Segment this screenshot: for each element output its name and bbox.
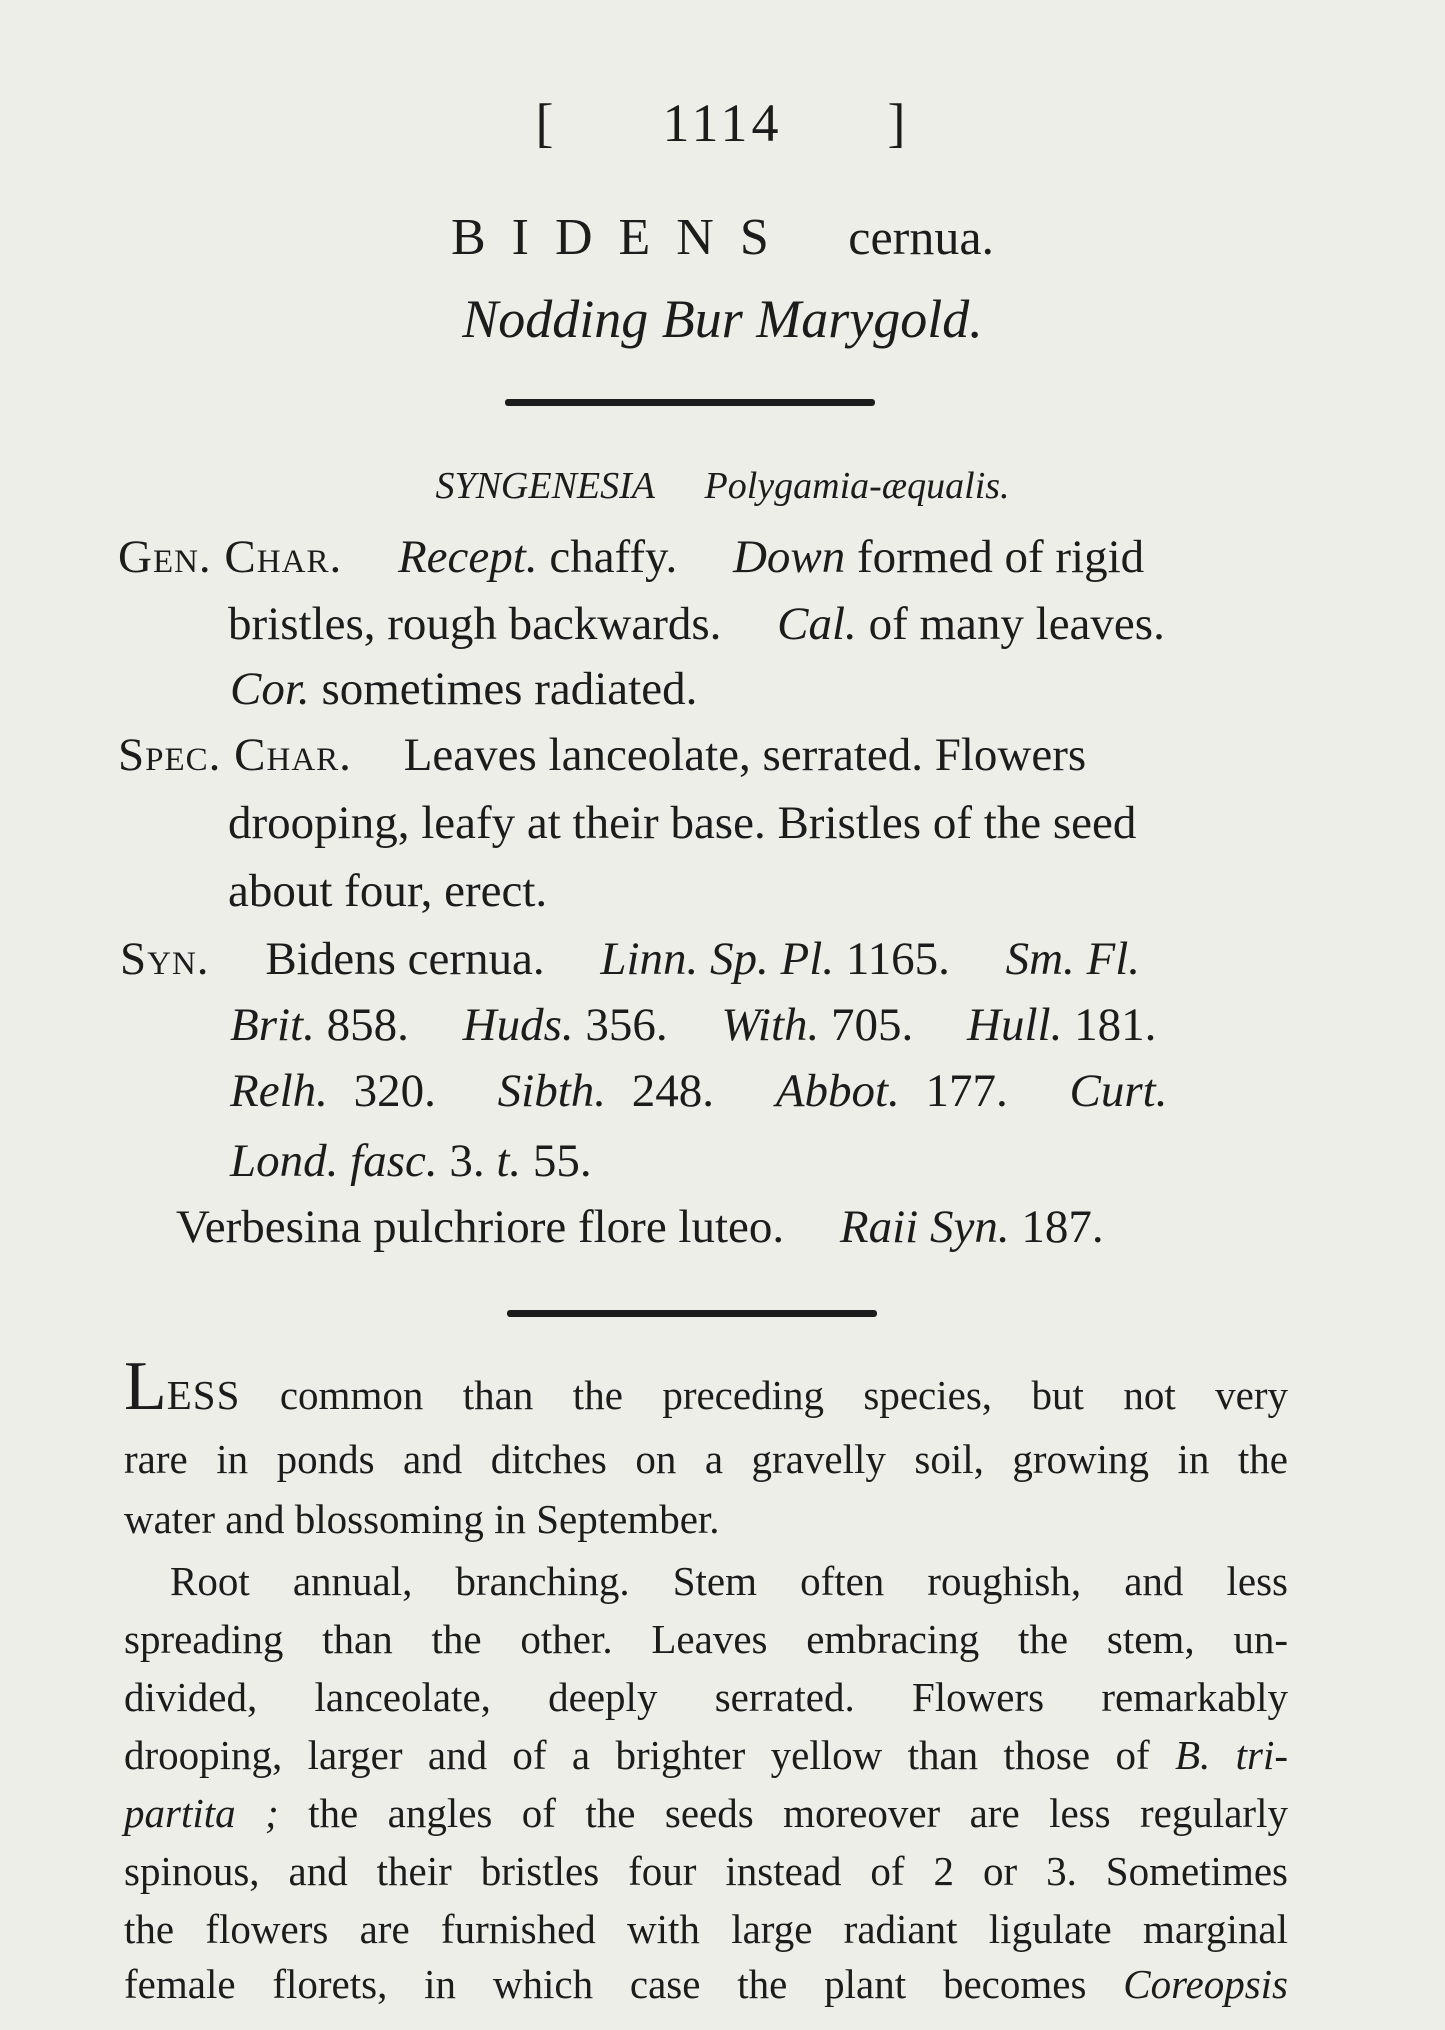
desc-p2-text-4a: drooping, larger and of a brighter yellow than those of bbox=[124, 1732, 1150, 1778]
syn-hull-num: 181. bbox=[1074, 999, 1157, 1051]
gen-char-bristles: bristles, rough backwards. bbox=[228, 598, 722, 650]
syn-line-2 bbox=[230, 998, 1156, 1052]
bracket-open: [ bbox=[535, 93, 558, 153]
drop-cap: L bbox=[124, 1348, 167, 1425]
gen-char-cal: Cal. bbox=[777, 598, 857, 650]
bracket-close: ] bbox=[887, 93, 910, 153]
syn-line-3 bbox=[230, 1064, 1168, 1118]
gen-char-line-3 bbox=[230, 662, 697, 716]
genus-name: BIDENS bbox=[450, 209, 795, 266]
syn-relh: Relh. bbox=[230, 1065, 328, 1117]
gen-char-line-2 bbox=[228, 597, 1165, 651]
syn-line-4 bbox=[230, 1134, 592, 1188]
desc-p2-text-4b: B. tri- bbox=[1174, 1732, 1288, 1778]
common-name: Nodding Bur Marygold. bbox=[462, 289, 983, 349]
syn-raii: Raii Syn. bbox=[839, 1201, 1010, 1253]
desc-p2-text-5a: partita ; bbox=[124, 1790, 279, 1836]
gen-char-cor-rest: sometimes radiated. bbox=[321, 663, 698, 715]
syn-linn-num: 1165. bbox=[845, 933, 950, 985]
gen-char-line-1 bbox=[118, 530, 1144, 584]
syn-lond-t: t. bbox=[496, 1135, 522, 1187]
syn-relh-num: 320. bbox=[353, 1065, 436, 1117]
desc-p2-text-5b: the angles of the seeds moreover are less regularly bbox=[308, 1790, 1288, 1836]
divider-middle bbox=[507, 1310, 877, 1317]
syn-lond: Lond. fasc. bbox=[230, 1135, 438, 1187]
syn-sibth-num: 248. bbox=[631, 1065, 715, 1117]
syn-sibth: Sibth. bbox=[497, 1065, 607, 1117]
desc-p1-line-1 bbox=[124, 1348, 1288, 1425]
syn-brit: Brit. bbox=[230, 999, 315, 1051]
gen-char-down-rest: formed of rigid bbox=[857, 531, 1145, 583]
syn-raii-num: 187. bbox=[1021, 1201, 1104, 1253]
spec-char-text-2: drooping, leafy at their base. Bristles of the seed bbox=[228, 797, 1137, 849]
desc-p2-text-3: divided, lanceolate, deeply serrated. Flowers remarkably bbox=[124, 1674, 1288, 1720]
syn-line-5 bbox=[176, 1200, 1104, 1254]
gen-char-cal-rest: of many leaves. bbox=[868, 598, 1165, 650]
syn-huds-num: 356. bbox=[585, 999, 668, 1051]
desc-p2-text-6: spinous, and their bristles four instead of 2 or 3. Sometimes bbox=[124, 1848, 1288, 1894]
syn-verbesina: Verbesina pulchriore flore luteo. bbox=[176, 1201, 785, 1253]
gen-char-cor: Cor. bbox=[230, 663, 310, 715]
syn-with: With. bbox=[721, 999, 820, 1051]
order-name: Polygamia-æqualis. bbox=[704, 465, 1010, 507]
syn-line-1 bbox=[120, 932, 1140, 986]
desc-p2-text-7: the flowers are furnished with large radiant ligulate marginal bbox=[124, 1906, 1288, 1952]
spec-char-label: Spec. Char. bbox=[118, 729, 352, 781]
desc-p2-line-1 bbox=[170, 1557, 1288, 1605]
syn-label: Syn. bbox=[120, 933, 210, 985]
syn-bidens: Bidens cernua. bbox=[265, 933, 545, 985]
desc-p2-text-8a: female florets, in which case the plant becomes bbox=[124, 1961, 1087, 2007]
desc-p1-line-2 bbox=[124, 1435, 1288, 1483]
syn-abbot-num: 177. bbox=[925, 1065, 1008, 1117]
spec-char-text-1: Leaves lanceolate, serrated. Flowers bbox=[403, 729, 1087, 781]
syn-hull: Hull. bbox=[967, 999, 1063, 1051]
syn-huds: Huds. bbox=[462, 999, 574, 1051]
desc-p2-line-2 bbox=[124, 1615, 1288, 1663]
syn-linn: Linn. Sp. Pl. bbox=[600, 933, 835, 985]
desc-p1-line-3 bbox=[124, 1495, 720, 1543]
page-number bbox=[0, 92, 1445, 154]
spec-char-line-2 bbox=[228, 796, 1136, 850]
syn-curt: Curt. bbox=[1069, 1065, 1168, 1117]
gen-char-label: Gen. Char. bbox=[118, 531, 343, 583]
syn-sm: Sm. Fl. bbox=[1005, 933, 1141, 985]
desc-p2-line-8 bbox=[124, 1960, 1288, 2008]
page-number-value: 1114 bbox=[662, 93, 783, 153]
class-name: SYNGENESIA bbox=[435, 465, 655, 507]
syn-brit-num: 858. bbox=[326, 999, 409, 1051]
desc-p2-text-8b: Coreopsis bbox=[1123, 1961, 1289, 2007]
drop-cap-rest: ESS bbox=[166, 1372, 241, 1418]
desc-p2-line-3 bbox=[124, 1673, 1288, 1721]
desc-p2-line-7 bbox=[124, 1905, 1288, 1953]
desc-p2-text-2: spreading than the other. Leaves embracing the stem, un- bbox=[124, 1616, 1288, 1662]
gen-char-chaffy: chaffy. bbox=[549, 531, 678, 583]
spec-char-line-3 bbox=[228, 864, 547, 918]
species-title bbox=[0, 205, 1445, 267]
gen-char-down: Down bbox=[732, 531, 846, 583]
desc-p2-text-1: Root annual, branching. Stem often roughish, and less bbox=[170, 1558, 1288, 1604]
desc-p1-text-2: rare in ponds and ditches on a gravelly soil, growing in the bbox=[124, 1436, 1288, 1482]
desc-p2-line-4 bbox=[124, 1731, 1288, 1779]
syn-lond-3: 3. bbox=[449, 1135, 485, 1187]
desc-p1-text-1: common than the preceding species, but not very bbox=[279, 1372, 1288, 1418]
desc-p2-line-6 bbox=[124, 1847, 1288, 1895]
spec-char-text-3: about four, erect. bbox=[228, 865, 548, 917]
linnaean-class bbox=[0, 464, 1445, 508]
divider-top bbox=[505, 399, 875, 406]
species-epithet: cernua. bbox=[848, 209, 995, 265]
desc-p2-line-5 bbox=[124, 1789, 1288, 1837]
spec-char-line-1 bbox=[118, 728, 1086, 782]
syn-with-num: 705. bbox=[831, 999, 914, 1051]
syn-lond-num: 55. bbox=[532, 1135, 592, 1187]
desc-p1-text-3: water and blossoming in September. bbox=[124, 1496, 720, 1542]
syn-abbot: Abbot. bbox=[775, 1065, 900, 1117]
gen-char-recept: Recept. bbox=[397, 531, 538, 583]
